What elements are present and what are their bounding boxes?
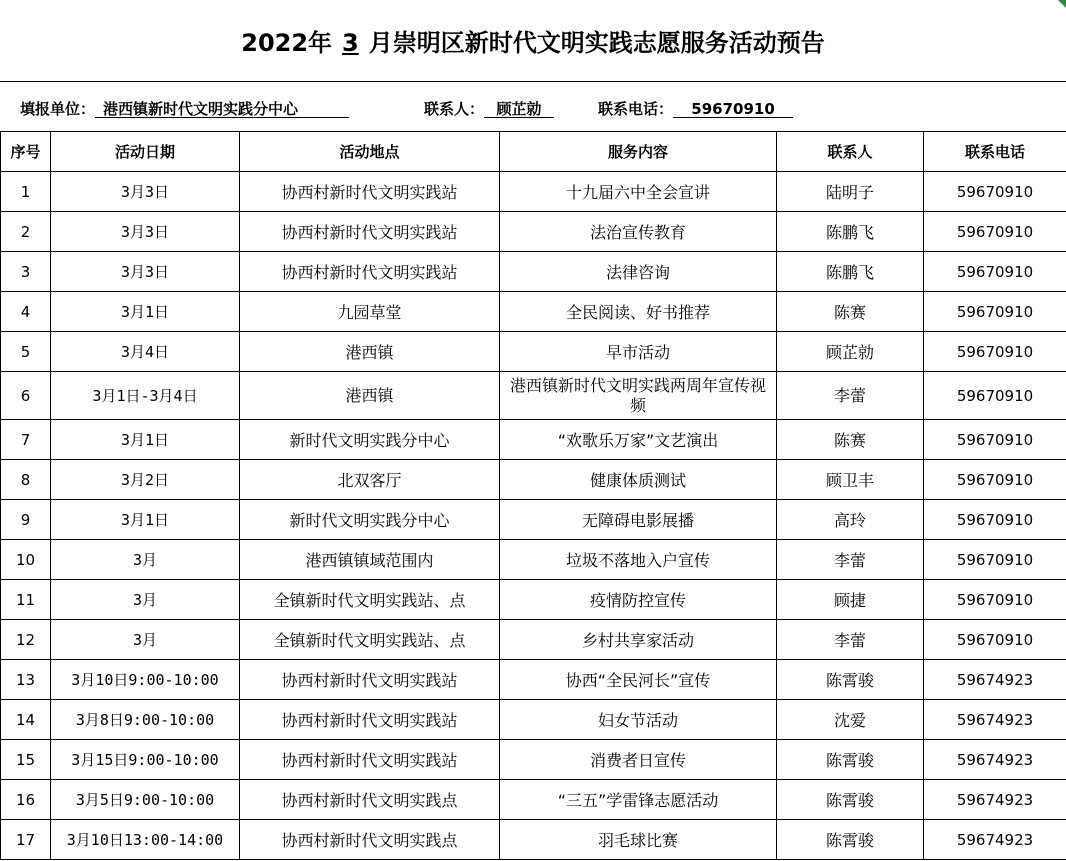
cell-contact: 陈赛	[777, 292, 924, 332]
unit-field	[20, 98, 349, 119]
cell-location: 港西镇	[240, 372, 500, 420]
cell-index: 16	[1, 780, 51, 820]
cell-date: 3月	[51, 620, 240, 660]
cell-phone: 59670910	[924, 580, 1066, 620]
table-row	[1, 212, 1066, 252]
table-row	[1, 460, 1066, 500]
cell-index: 8	[1, 460, 51, 500]
cell-location: 协西村新时代文明实践站	[240, 212, 500, 252]
cell-index: 7	[1, 420, 51, 460]
cell-index: 13	[1, 660, 51, 700]
cell-location: 全镇新时代文明实践站、点	[240, 620, 500, 660]
cell-content: 羽毛球比赛	[500, 820, 777, 860]
cell-content: 协西“全民河长”宣传	[500, 660, 777, 700]
cell-contact: 顾捷	[777, 580, 924, 620]
cell-location: 协西村新时代文明实践站	[240, 252, 500, 292]
cell-location: 协西村新时代文明实践站	[240, 740, 500, 780]
title-suffix: 月崇明区新时代文明实践志愿服务活动预告	[368, 29, 825, 57]
cell-location: 港西镇镇域范围内	[240, 540, 500, 580]
cell-date: 3月	[51, 540, 240, 580]
contact-field	[424, 98, 554, 119]
table-row	[1, 540, 1066, 580]
cell-phone: 59670910	[924, 540, 1066, 580]
cell-date: 3月10日13:00-14:00	[51, 820, 240, 860]
cell-phone: 59674923	[924, 820, 1066, 860]
cell-location: 新时代文明实践分中心	[240, 500, 500, 540]
header-location: 活动地点	[240, 132, 500, 172]
cell-contact: 陈霄骏	[777, 780, 924, 820]
table-row	[1, 292, 1066, 332]
cell-date: 3月5日9:00-10:00	[51, 780, 240, 820]
cell-phone: 59674923	[924, 780, 1066, 820]
table-row	[1, 820, 1066, 860]
cell-phone: 59670910	[924, 500, 1066, 540]
header-phone: 联系电话	[924, 132, 1066, 172]
contact-value: 顾芷勍	[484, 101, 554, 118]
title-month: 3	[342, 29, 359, 57]
cell-content: 垃圾不落地入户宣传	[500, 540, 777, 580]
cell-phone: 59670910	[924, 620, 1066, 660]
cell-content: 早市活动	[500, 332, 777, 372]
cell-location: 新时代文明实践分中心	[240, 420, 500, 460]
cell-date: 3月1日	[51, 500, 240, 540]
cell-location: 协西村新时代文明实践站	[240, 660, 500, 700]
cell-phone: 59670910	[924, 252, 1066, 292]
cell-date: 3月1日-3月4日	[51, 372, 240, 420]
cell-content: “欢歌乐万家”文艺演出	[500, 420, 777, 460]
cell-date: 3月1日	[51, 292, 240, 332]
cell-content: 法律咨询	[500, 252, 777, 292]
cell-index: 6	[1, 372, 51, 420]
cell-contact: 顾芷勍	[777, 332, 924, 372]
cell-location: 九园草堂	[240, 292, 500, 332]
cell-contact: 陈霄骏	[777, 820, 924, 860]
table-row	[1, 740, 1066, 780]
info-row	[0, 82, 1066, 131]
table-row	[1, 660, 1066, 700]
cell-contact: 陈鹏飞	[777, 252, 924, 292]
cell-date: 3月8日9:00-10:00	[51, 700, 240, 740]
table-row	[1, 620, 1066, 660]
cell-index: 10	[1, 540, 51, 580]
phone-field	[598, 98, 793, 119]
cell-location: 港西镇	[240, 332, 500, 372]
cell-index: 5	[1, 332, 51, 372]
cell-index: 2	[1, 212, 51, 252]
cell-date: 3月15日9:00-10:00	[51, 740, 240, 780]
cell-content: “三五”学雷锋志愿活动	[500, 780, 777, 820]
unit-value: 港西镇新时代文明实践分中心	[95, 101, 349, 118]
cell-content: 乡村共享家活动	[500, 620, 777, 660]
cell-content: 妇女节活动	[500, 700, 777, 740]
cell-phone: 59670910	[924, 460, 1066, 500]
table-row	[1, 252, 1066, 292]
cell-phone: 59674923	[924, 700, 1066, 740]
cell-phone: 59670910	[924, 292, 1066, 332]
table-row	[1, 500, 1066, 540]
cell-index: 11	[1, 580, 51, 620]
cell-phone: 59670910	[924, 172, 1066, 212]
table-row	[1, 332, 1066, 372]
cell-contact: 陈赛	[777, 420, 924, 460]
table-header-row	[1, 132, 1066, 172]
cell-date: 3月4日	[51, 332, 240, 372]
cell-phone: 59670910	[924, 212, 1066, 252]
cell-contact: 陈霄骏	[777, 740, 924, 780]
cell-contact: 陈鹏飞	[777, 212, 924, 252]
cell-date: 3月3日	[51, 212, 240, 252]
header-date: 活动日期	[51, 132, 240, 172]
unit-label: 填报单位：	[20, 100, 96, 118]
cell-date: 3月3日	[51, 172, 240, 212]
cell-content: 港西镇新时代文明实践两周年宣传视频	[500, 372, 777, 420]
header-contact: 联系人	[777, 132, 924, 172]
cell-phone: 59674923	[924, 740, 1066, 780]
cell-contact: 李蕾	[777, 540, 924, 580]
table-row	[1, 580, 1066, 620]
cell-index: 12	[1, 620, 51, 660]
table-row	[1, 420, 1066, 460]
cell-contact: 高玲	[777, 500, 924, 540]
header-index: 序号	[1, 132, 51, 172]
cell-index: 3	[1, 252, 51, 292]
cell-date: 3月2日	[51, 460, 240, 500]
cell-content: 法治宣传教育	[500, 212, 777, 252]
cell-phone: 59670910	[924, 372, 1066, 420]
cell-index: 4	[1, 292, 51, 332]
cell-contact: 沈爱	[777, 700, 924, 740]
table-row	[1, 780, 1066, 820]
cell-phone: 59674923	[924, 660, 1066, 700]
cell-index: 9	[1, 500, 51, 540]
title-row	[0, 0, 1066, 82]
cell-contact: 李蕾	[777, 372, 924, 420]
cell-content: 消费者日宣传	[500, 740, 777, 780]
cell-location: 协西村新时代文明实践站	[240, 172, 500, 212]
cell-location: 协西村新时代文明实践站	[240, 700, 500, 740]
cell-date: 3月3日	[51, 252, 240, 292]
table-row	[1, 700, 1066, 740]
cell-contact: 顾卫丰	[777, 460, 924, 500]
cell-location: 协西村新时代文明实践点	[240, 820, 500, 860]
cell-location: 北双客厅	[240, 460, 500, 500]
cell-content: 全民阅读、好书推荐	[500, 292, 777, 332]
cell-date: 3月10日9:00-10:00	[51, 660, 240, 700]
page-title	[0, 26, 1066, 60]
contact-label: 联系人：	[424, 100, 485, 118]
phone-value: 59670910	[673, 101, 793, 118]
cell-contact: 陆明子	[777, 172, 924, 212]
cell-index: 1	[1, 172, 51, 212]
cell-phone: 59670910	[924, 332, 1066, 372]
cell-index: 14	[1, 700, 51, 740]
cell-location: 协西村新时代文明实践点	[240, 780, 500, 820]
cell-content: 疫情防控宣传	[500, 580, 777, 620]
table-row	[1, 372, 1066, 420]
cell-index: 17	[1, 820, 51, 860]
cell-location: 全镇新时代文明实践站、点	[240, 580, 500, 620]
cell-content: 健康体质测试	[500, 460, 777, 500]
cell-content: 无障碍电影展播	[500, 500, 777, 540]
activity-table	[0, 131, 1066, 860]
cell-contact: 李蕾	[777, 620, 924, 660]
phone-label: 联系电话：	[598, 100, 674, 118]
cell-date: 3月	[51, 580, 240, 620]
cell-index: 15	[1, 740, 51, 780]
cell-phone: 59670910	[924, 420, 1066, 460]
cell-content: 十九届六中全会宣讲	[500, 172, 777, 212]
table-row	[1, 172, 1066, 212]
cell-contact: 陈霄骏	[777, 660, 924, 700]
title-prefix: 2022年	[241, 29, 333, 57]
cell-date: 3月1日	[51, 420, 240, 460]
header-content: 服务内容	[500, 132, 777, 172]
